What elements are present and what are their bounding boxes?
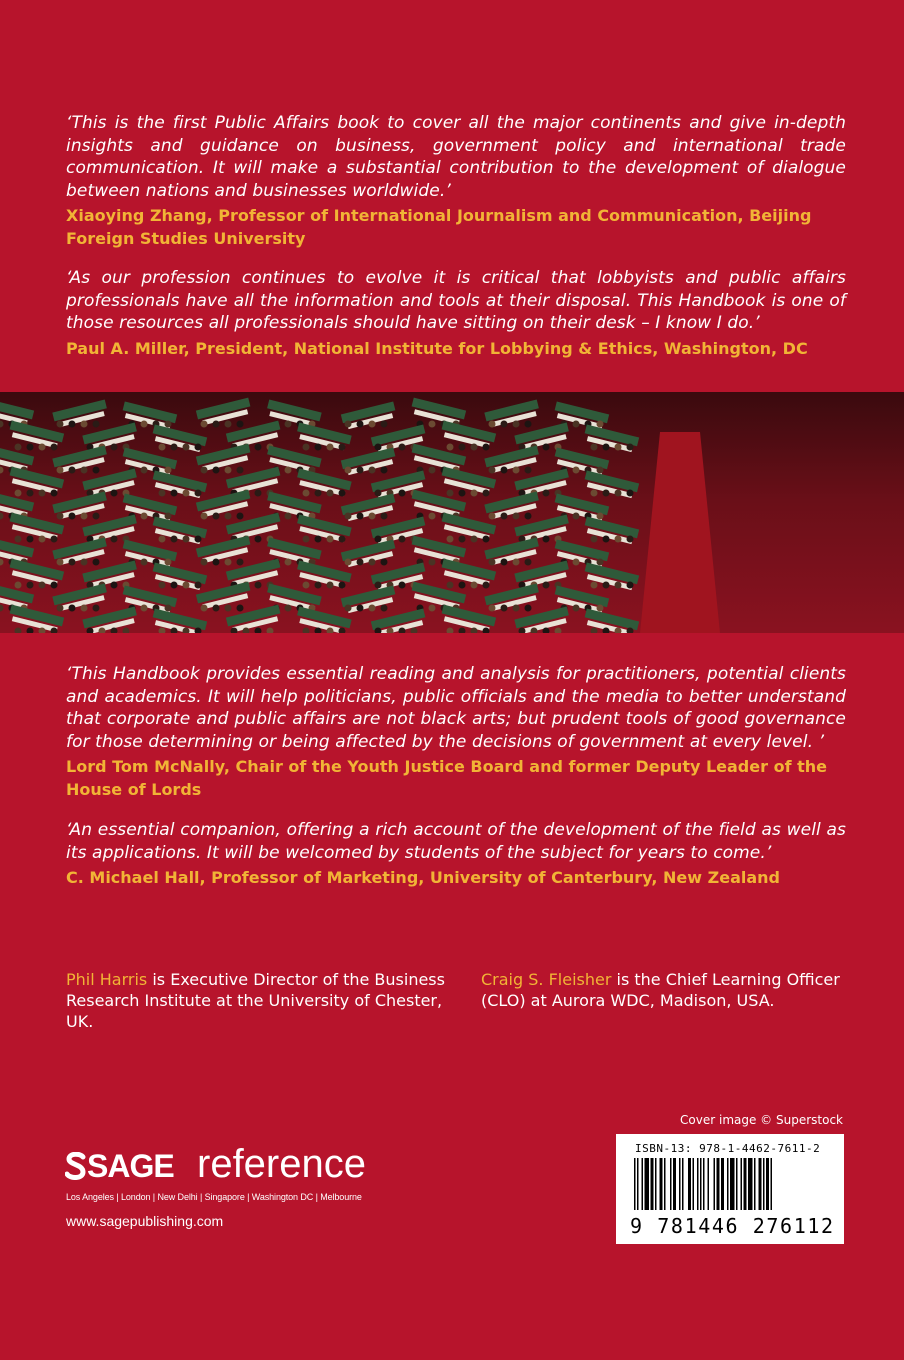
- quote-2: [66, 267, 846, 360]
- author-bio-text: is Executive Director of the Business Research Institute at the University of Chester, UK.: [66, 970, 445, 1031]
- author-bio-text: is the Chief Learning Officer (CLO) at Aurora WDC, Madison, USA.: [481, 970, 840, 1010]
- author-bio-fleisher: [481, 969, 841, 1011]
- cover-image-credit: Cover image © Superstock: [680, 1113, 843, 1127]
- author-bio-harris: [66, 969, 466, 1032]
- quote-1: [66, 112, 846, 250]
- quote-attribution: Paul A. Miller, President, National Institute for Lobbying & Ethics, Washington, DC: [66, 338, 808, 358]
- quote-text: ‘An essential companion, offering a rich account of the development of the field as well as its applications. It will be welcomed by students of the subject for years to come.’: [66, 820, 846, 863]
- publisher-cities: Los Angeles | London | New Delhi | Singapore | Washington DC | Melbourne: [66, 1192, 362, 1202]
- quote-attribution: Xiaoying Zhang, Professor of International Journalism and Communication, Beijing Foreign Studies University: [66, 206, 812, 248]
- quote-3: [66, 663, 846, 801]
- sage-reference-logo: [65, 1142, 395, 1196]
- isbn-label: ISBN-13: 978-1-4462-7611-2: [635, 1142, 821, 1155]
- quote-text: ‘This is the first Public Affairs book to cover all the major continents and give in-depth insights and guidance on business, government policy and international trade communication. It will make a substantial contribution to the development of dialogue between nations and businesses worldwide.’: [66, 113, 846, 201]
- publisher-website: www.sagepublishing.com: [66, 1213, 224, 1229]
- quote-text: ‘As our profession continues to evolve it is critical that lobbyists and public affairs professionals have all the information and tools at their disposal. This Handbook is one of those resources all professionals should have sitting on their desk – I know I do.’: [66, 268, 846, 333]
- quote-attribution: C. Michael Hall, Professor of Marketing, University of Canterbury, New Zealand: [66, 868, 780, 887]
- author-name: Craig S. Fleisher: [481, 970, 612, 989]
- quote-4: [66, 819, 846, 890]
- sage-wordmark: SAGE: [87, 1148, 174, 1184]
- reference-wordmark: reference: [197, 1142, 366, 1186]
- quote-text: ‘This Handbook provides essential reading and analysis for practitioners, potential clients and academics. It will help politicians, public officials and the media to better understand that corporate and public affairs are not black arts; but prudent tools of good governance for those determining or being affected by the decisions of government at every level. ’: [66, 664, 846, 752]
- isbn-barcode: [616, 1134, 844, 1244]
- parliament-chamber-photo: [0, 392, 904, 633]
- author-name: Phil Harris: [66, 970, 148, 989]
- sage-s-icon: [65, 1152, 87, 1180]
- barcode-bars: [634, 1158, 826, 1220]
- quote-attribution: Lord Tom McNally, Chair of the Youth Justice Board and former Deputy Leader of the House of Lords: [66, 757, 827, 799]
- photo-illustration: [0, 392, 904, 633]
- barcode-digits: 9 781446 276112: [630, 1214, 835, 1238]
